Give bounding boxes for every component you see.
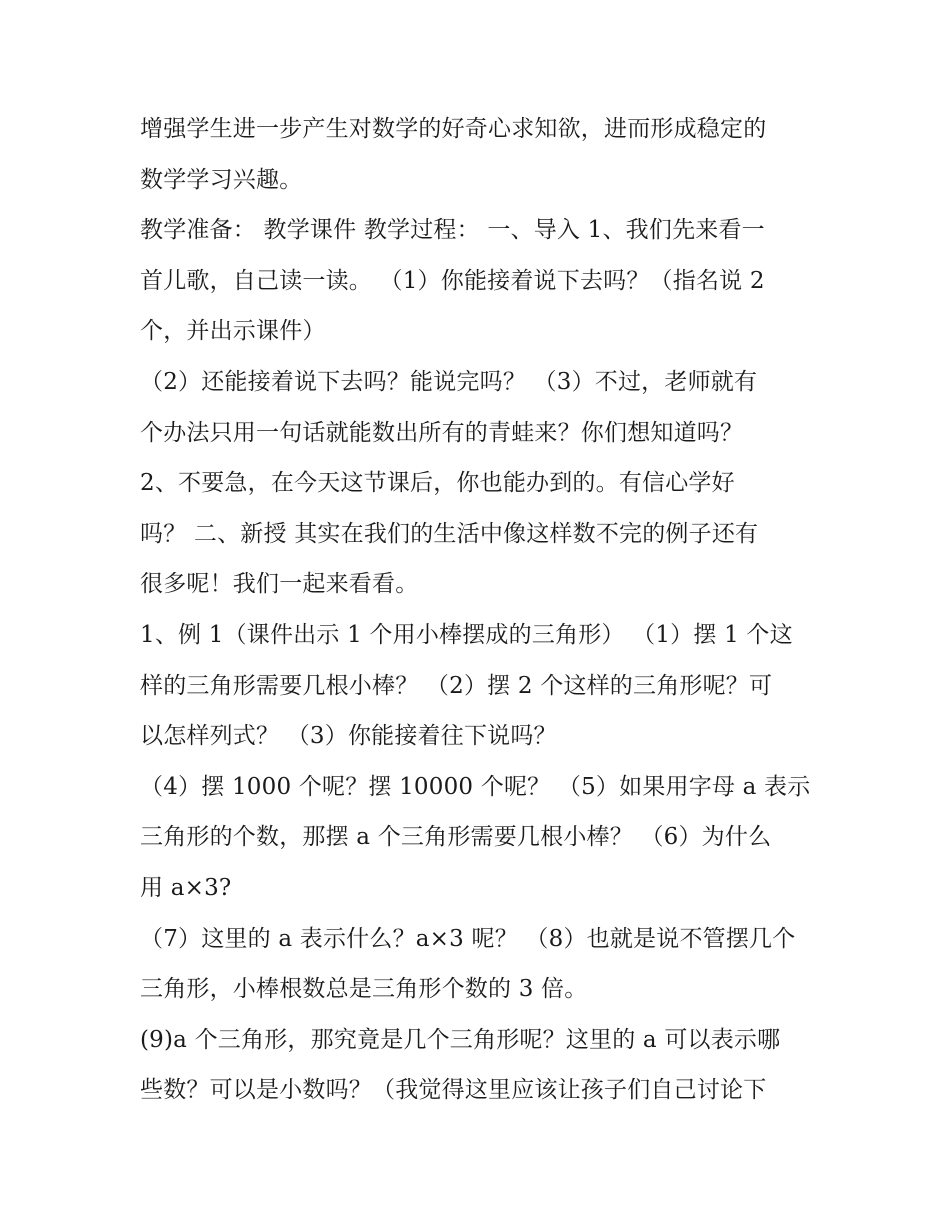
- text-line: 些数？可以是小数吗？（我觉得这里应该让孩子们自己讨论下: [140, 1077, 767, 1104]
- text-line: （4）摆 1000 个呢？摆 10000 个呢？ （5）如果用字母 a 表示: [140, 773, 811, 800]
- text-line: （2）还能接着说下去吗？能说完吗？ （3）不过，老师就有: [140, 368, 758, 395]
- document-body: [140, 104, 830, 1116]
- text-line: 三角形，小棒根数总是三角形个数的 3 倍。: [140, 976, 588, 1003]
- text-line: 样的三角形需要几根小棒？ （2）摆 2 个这样的三角形呢？可: [140, 672, 773, 699]
- text-line: 首儿歌，自己读一读。 （1）你能接着说下去吗？（指名说 2: [140, 267, 765, 294]
- text-line: 教学准备： 教学课件 教学过程： 一、导入 1、我们先来看一: [140, 217, 765, 244]
- text-line: 吗？ 二、新授 其实在我们的生活中像这样数不完的例子还有: [140, 520, 759, 547]
- text-line: 2、不要急，在今天这节课后，你也能办到的。有信心学好: [140, 470, 735, 497]
- text-line: 三角形的个数，那摆 a 个三角形需要几根小棒？ （6）为什么: [140, 824, 772, 851]
- text-line: (9)a 个三角形，那究竟是几个三角形呢？这里的 a 可以表示哪: [140, 1026, 781, 1053]
- text-line: 数学学习兴趣。: [140, 166, 303, 193]
- text-line: 个办法只用一句话就能数出所有的青蛙来？你们想知道吗？: [140, 419, 744, 446]
- text-line: 1、例 1（课件出示 1 个用小棒摆成的三角形） （1）摆 1 个这: [140, 621, 793, 648]
- text-line: 用 a×3?: [140, 874, 232, 901]
- text-line: （7）这里的 a 表示什么？a×3 呢？ （8）也就是说不管摆几个: [140, 925, 796, 952]
- text-line: 很多呢！我们一起来看看。: [140, 571, 419, 598]
- text-line: 增强学生进一步产生对数学的好奇心求知欲，进而形成稳定的: [140, 116, 767, 142]
- text-line: 以怎样列式？ （3）你能接着往下说吗？: [140, 723, 557, 750]
- text-line: 个，并出示课件）: [140, 318, 326, 345]
